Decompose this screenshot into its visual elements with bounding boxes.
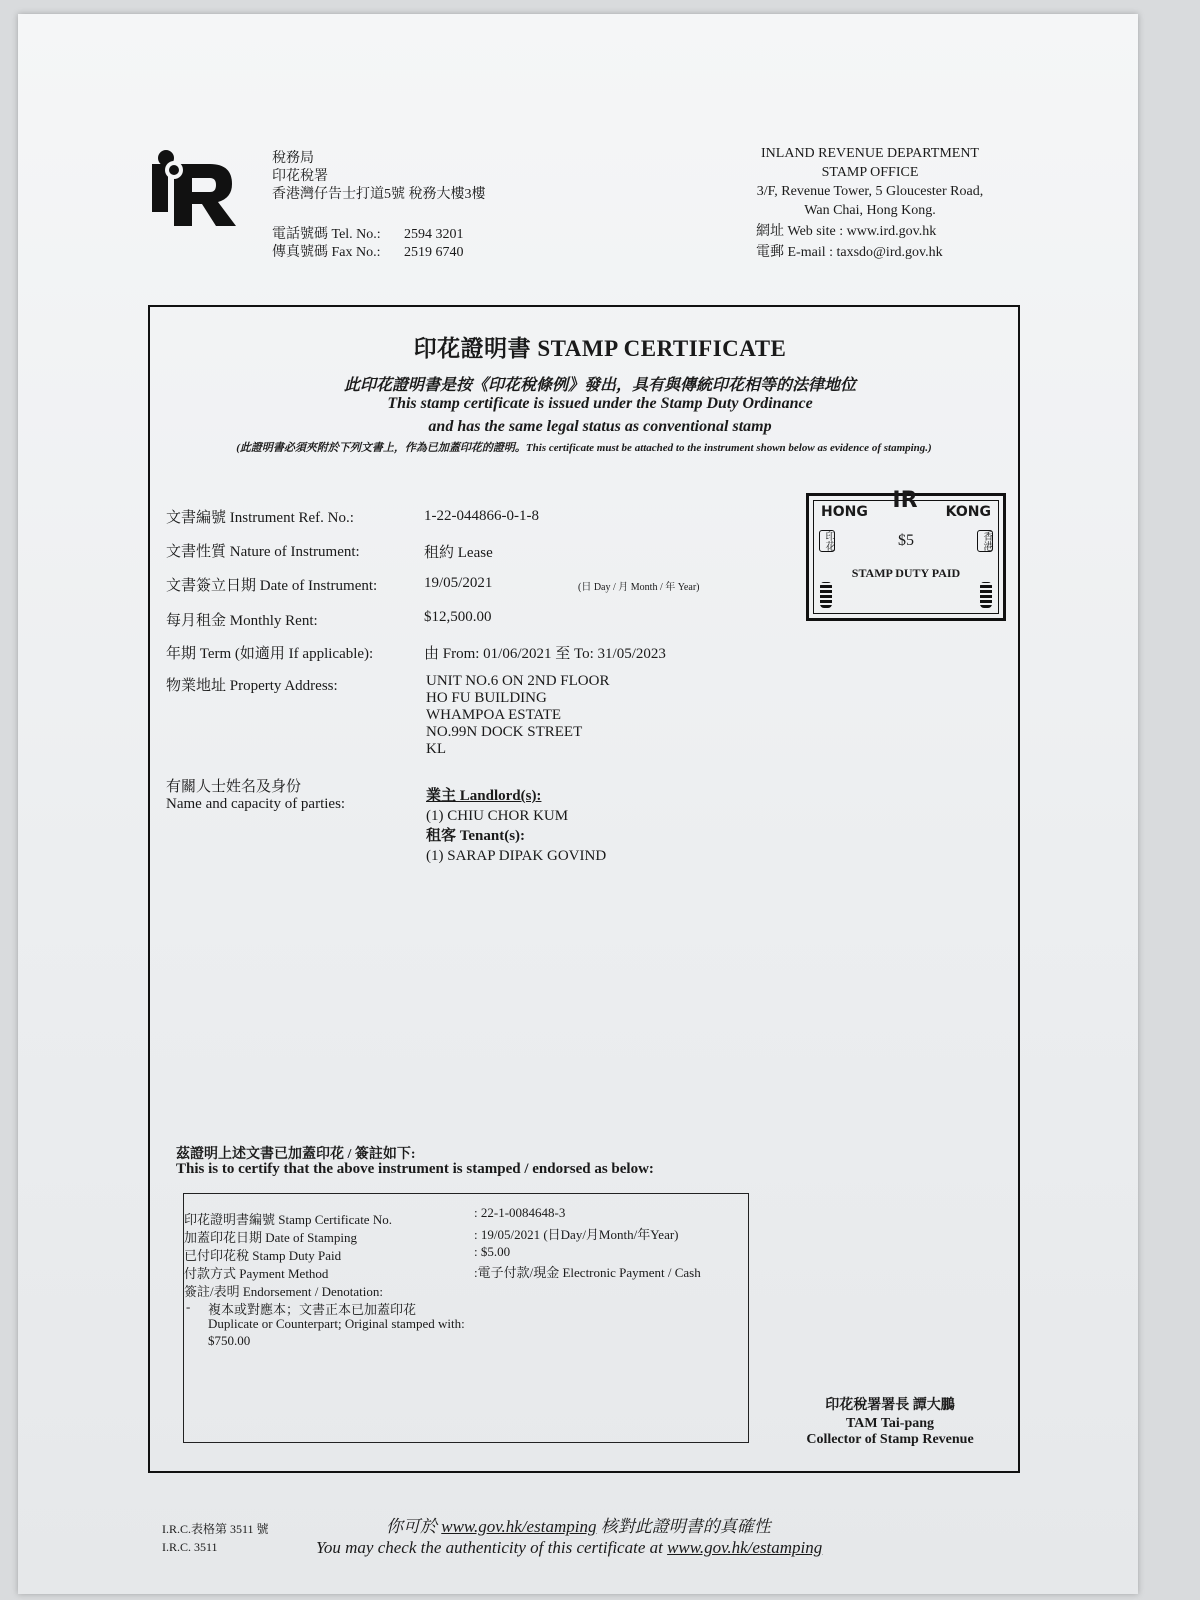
parties-label <box>166 779 345 813</box>
stamp-ornament-right <box>980 582 992 608</box>
parties-label-zh: 有關人士姓名及身份 <box>166 779 302 795</box>
landlord-name: (1) CHIU CHOR KUM <box>426 808 569 824</box>
subtitle-en-2: and has the same legal status as conventional stamp <box>428 418 772 435</box>
header-right <box>740 144 1000 262</box>
endorsement-en: Duplicate or Counterpart; Original stamped with: <box>208 1316 465 1331</box>
date-value: 19/05/2021 <box>424 575 493 591</box>
website: 網址 Web site : www.ird.gov.hk <box>756 224 937 239</box>
zh-address: 香港灣仔告士打道5號 稅務大樓3樓 <box>272 187 486 202</box>
stamp-logo: IR <box>892 488 918 513</box>
collector-title: Collector of Stamp Revenue <box>806 1432 974 1447</box>
verify-zh-post: 核對此證明書的真確性 <box>596 1517 771 1536</box>
nature-label: 文書性質 Nature of Instrument: <box>166 544 360 560</box>
cert-no-label: 印花證明書編號 Stamp Certificate No. <box>184 1212 392 1227</box>
email: 電郵 E-mail : taxsdo@ird.gov.hk <box>756 245 943 260</box>
fax-row <box>272 244 486 262</box>
collector-zh: 印花稅署署長 譚大鵬 <box>825 1398 955 1413</box>
rent-label: 每月租金 Monthly Rent: <box>166 613 318 629</box>
fax-value: 2519 6740 <box>404 245 464 260</box>
ref-value: 1-22-044866-0-1-8 <box>424 508 539 524</box>
address-line: KL <box>426 741 446 757</box>
stamp-caption: STAMP DUTY PAID <box>851 566 961 580</box>
tel-row <box>272 226 486 244</box>
stamping-date-label: 加蓋印花日期 Date of Stamping <box>184 1230 357 1245</box>
stamping-date-value: : 19/05/2021 (日Day/月Month/年Year) <box>474 1227 679 1242</box>
collector-name: TAM Tai-pang <box>845 1416 935 1431</box>
duty-paid-label: 已付印花稅 Stamp Duty Paid <box>184 1248 342 1263</box>
en-office: STAMP OFFICE <box>821 165 919 180</box>
property-address <box>426 673 609 758</box>
en-address1: 3/F, Revenue Tower, 5 Gloucester Road, <box>756 184 984 199</box>
parties-label-en: Name and capacity of parties: <box>166 796 346 812</box>
header-left <box>272 150 486 262</box>
en-dept: INLAND REVENUE DEPARTMENT <box>761 146 979 161</box>
tenant-role: 租客 Tenant(s): <box>426 828 526 844</box>
zh-office: 印花稅署 <box>272 169 328 184</box>
certificate-title: 印花證明書 STAMP CERTIFICATE <box>413 336 787 361</box>
collector-signature <box>790 1398 990 1448</box>
form-number <box>162 1520 269 1556</box>
nature-value: 租約 Lease <box>424 545 493 561</box>
address-line: NO.99N DOCK STREET <box>426 724 583 740</box>
endorsement-amount: $750.00 <box>208 1333 251 1348</box>
ird-logo <box>152 150 236 226</box>
stamp-hong: HONG <box>821 504 868 520</box>
term-value: 由 From: 01/06/2021 至 To: 31/05/2023 <box>424 646 666 662</box>
landlord-role: 業主 Landlord(s): <box>426 788 542 804</box>
address-line: HO FU BUILDING <box>426 690 547 706</box>
address-line: WHAMPOA ESTATE <box>426 707 562 723</box>
certify-zh: 茲證明上述文書已加蓋印花 / 簽註如下: <box>176 1147 416 1162</box>
cert-no-value: : 22-1-0084648-3 <box>474 1205 566 1220</box>
endorsement-dash: - <box>186 1299 191 1314</box>
payment-method-label: 付款方式 Payment Method <box>184 1266 329 1281</box>
stamp-duty-paid-stamp <box>806 488 1006 621</box>
tel-value: 2594 3201 <box>404 227 464 242</box>
stamp-amount: $5 <box>898 532 914 549</box>
attachment-note: (此證明書必須夾附於下列文書上，作為已加蓋印花的證明。This certificate must be attached to the instrument shown below as evidence of stamping.) <box>236 442 932 454</box>
subtitle-en-1: This stamp certificate is issued under the Stamp Duty Ordinance <box>387 395 813 412</box>
rent-value: $12,500.00 <box>424 609 492 625</box>
zh-dept: 稅務局 <box>272 151 314 166</box>
term-label: 年期 Term (如適用 If applicable): <box>166 646 374 662</box>
certify-en: This is to certify that the above instrument is stamped / endorsed as below: <box>176 1161 654 1177</box>
verify-en-pre: You may check the authenticity of this certificate at <box>316 1538 668 1557</box>
verify-note-en <box>316 1538 822 1558</box>
en-address2: Wan Chai, Hong Kong. <box>804 203 936 218</box>
verify-note-zh <box>386 1512 771 1537</box>
form-number-zh: I.R.C.表格第 3511 號 <box>162 1522 269 1536</box>
verify-link[interactable]: www.gov.hk/estamping <box>441 1517 597 1536</box>
date-label: 文書簽立日期 Date of Instrument: <box>166 578 378 594</box>
address-label: 物業地址 Property Address: <box>166 678 338 694</box>
tel-label: 電話號碼 Tel. No.: <box>272 227 381 242</box>
endorsement-label: 簽註/表明 Endorsement / Denotation: <box>184 1284 383 1299</box>
form-number-en: I.R.C. 3511 <box>162 1540 218 1554</box>
duty-paid-value: : $5.00 <box>474 1244 511 1259</box>
stamp-seal-left: 印花 <box>819 530 835 552</box>
subtitle-zh: 此印花證明書是按《印花稅條例》發出，具有與傳統印花相等的法律地位 <box>343 377 856 394</box>
date-hint: (日 Day / 月 Month / 年 Year) <box>578 582 700 593</box>
fax-label: 傳真號碼 Fax No.: <box>272 245 381 260</box>
parties <box>426 786 606 866</box>
stamp-seal-right: 香港 <box>977 530 993 552</box>
verify-link-en[interactable]: www.gov.hk/estamping <box>667 1538 823 1557</box>
endorsement-zh: 複本或對應本；文書正本已加蓋印花 <box>208 1302 417 1317</box>
tenant-name: (1) SARAP DIPAK GOVIND <box>426 848 607 864</box>
stamp-ornament-left <box>820 582 832 608</box>
address-line: UNIT NO.6 ON 2ND FLOOR <box>426 673 610 689</box>
ref-label: 文書編號 Instrument Ref. No.: <box>166 510 354 526</box>
verify-zh-pre: 你可於 <box>386 1517 442 1536</box>
stamp-kong: KONG <box>945 504 991 520</box>
payment-method-value: :電子付款/現金 Electronic Payment / Cash <box>474 1265 701 1280</box>
